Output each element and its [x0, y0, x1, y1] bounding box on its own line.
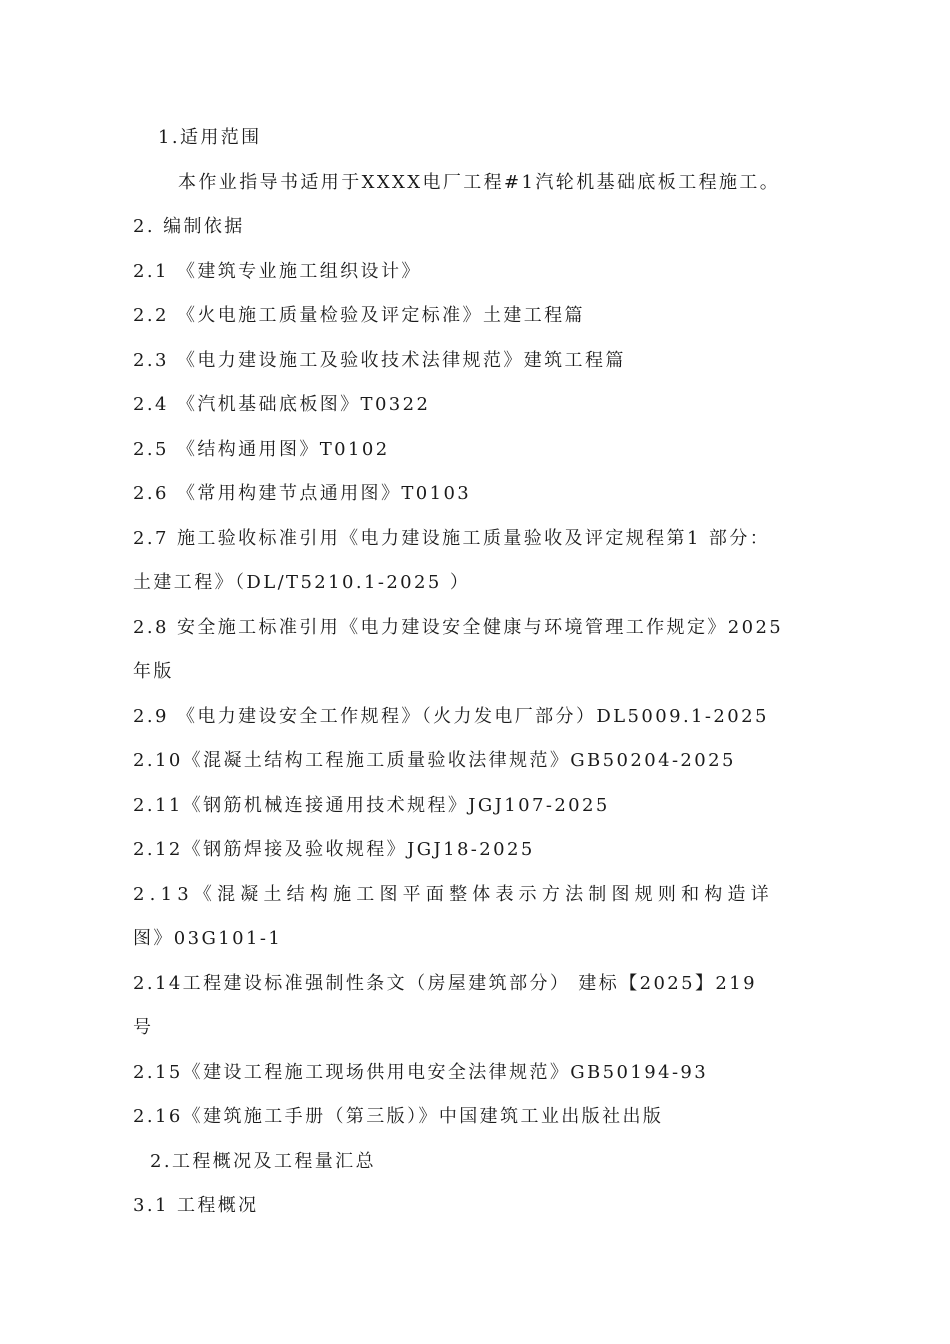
list-item: 2.9 《电力建设安全工作规程》（火力发电厂部分）DL5009.1-2025: [133, 706, 769, 727]
list-item: 2.2 《火电施工质量检验及评定标准》土建工程篇: [133, 305, 585, 326]
list-item-continuation: 年版: [133, 661, 174, 682]
list-item: 2.10《混凝土结构工程施工质量验收法律规范》GB50204-2025: [133, 750, 736, 771]
section-heading-basis: 2. 编制依据: [133, 216, 245, 237]
subsection-heading: 3.1 工程概况: [133, 1195, 259, 1216]
paragraph-scope: 本作业指导书适用于XXXX电厂工程#1汽轮机基础底板工程施工。: [178, 172, 781, 193]
section-heading-scope: 1.适用范围: [158, 127, 262, 148]
list-item: 2.14工程建设标准强制性条文（房屋建筑部分） 建标【2025】219: [133, 973, 757, 994]
list-item: 2.16《建筑施工手册（第三版）》中国建筑工业出版社出版: [133, 1106, 664, 1127]
list-item: 2.8 安全施工标准引用《电力建设安全健康与环境管理工作规定》2025: [133, 617, 784, 638]
list-item: 2.12《钢筋焊接及验收规程》JGJ18-2025: [133, 839, 535, 860]
list-item: 2.7 施工验收标准引用《电力建设施工质量验收及评定规程第1 部分：: [133, 528, 771, 549]
section-heading-overview: 2.工程概况及工程量汇总: [150, 1151, 376, 1172]
list-item: 2.5 《结构通用图》T0102: [133, 439, 390, 460]
list-item-continuation: 土建工程》（DL/T5210.1-2025 ）: [133, 572, 471, 593]
list-item: 2.6 《常用构建节点通用图》T0103: [133, 483, 472, 504]
list-item: 2.15《建设工程施工现场供用电安全法律规范》GB50194-93: [133, 1062, 709, 1083]
list-item-continuation: 号: [133, 1017, 154, 1038]
list-item-continuation: 图》03G101-1: [133, 928, 283, 949]
list-item: 2.13《混凝土结构施工图平面整体表示方法制图规则和构造详: [133, 884, 774, 905]
list-item: 2.4 《汽机基础底板图》T0322: [133, 394, 431, 415]
list-item: 2.3 《电力建设施工及验收技术法律规范》建筑工程篇: [133, 350, 626, 371]
list-item: 2.11《钢筋机械连接通用技术规程》JGJ107-2025: [133, 795, 610, 816]
list-item: 2.1 《建筑专业施工组织设计》: [133, 261, 422, 282]
